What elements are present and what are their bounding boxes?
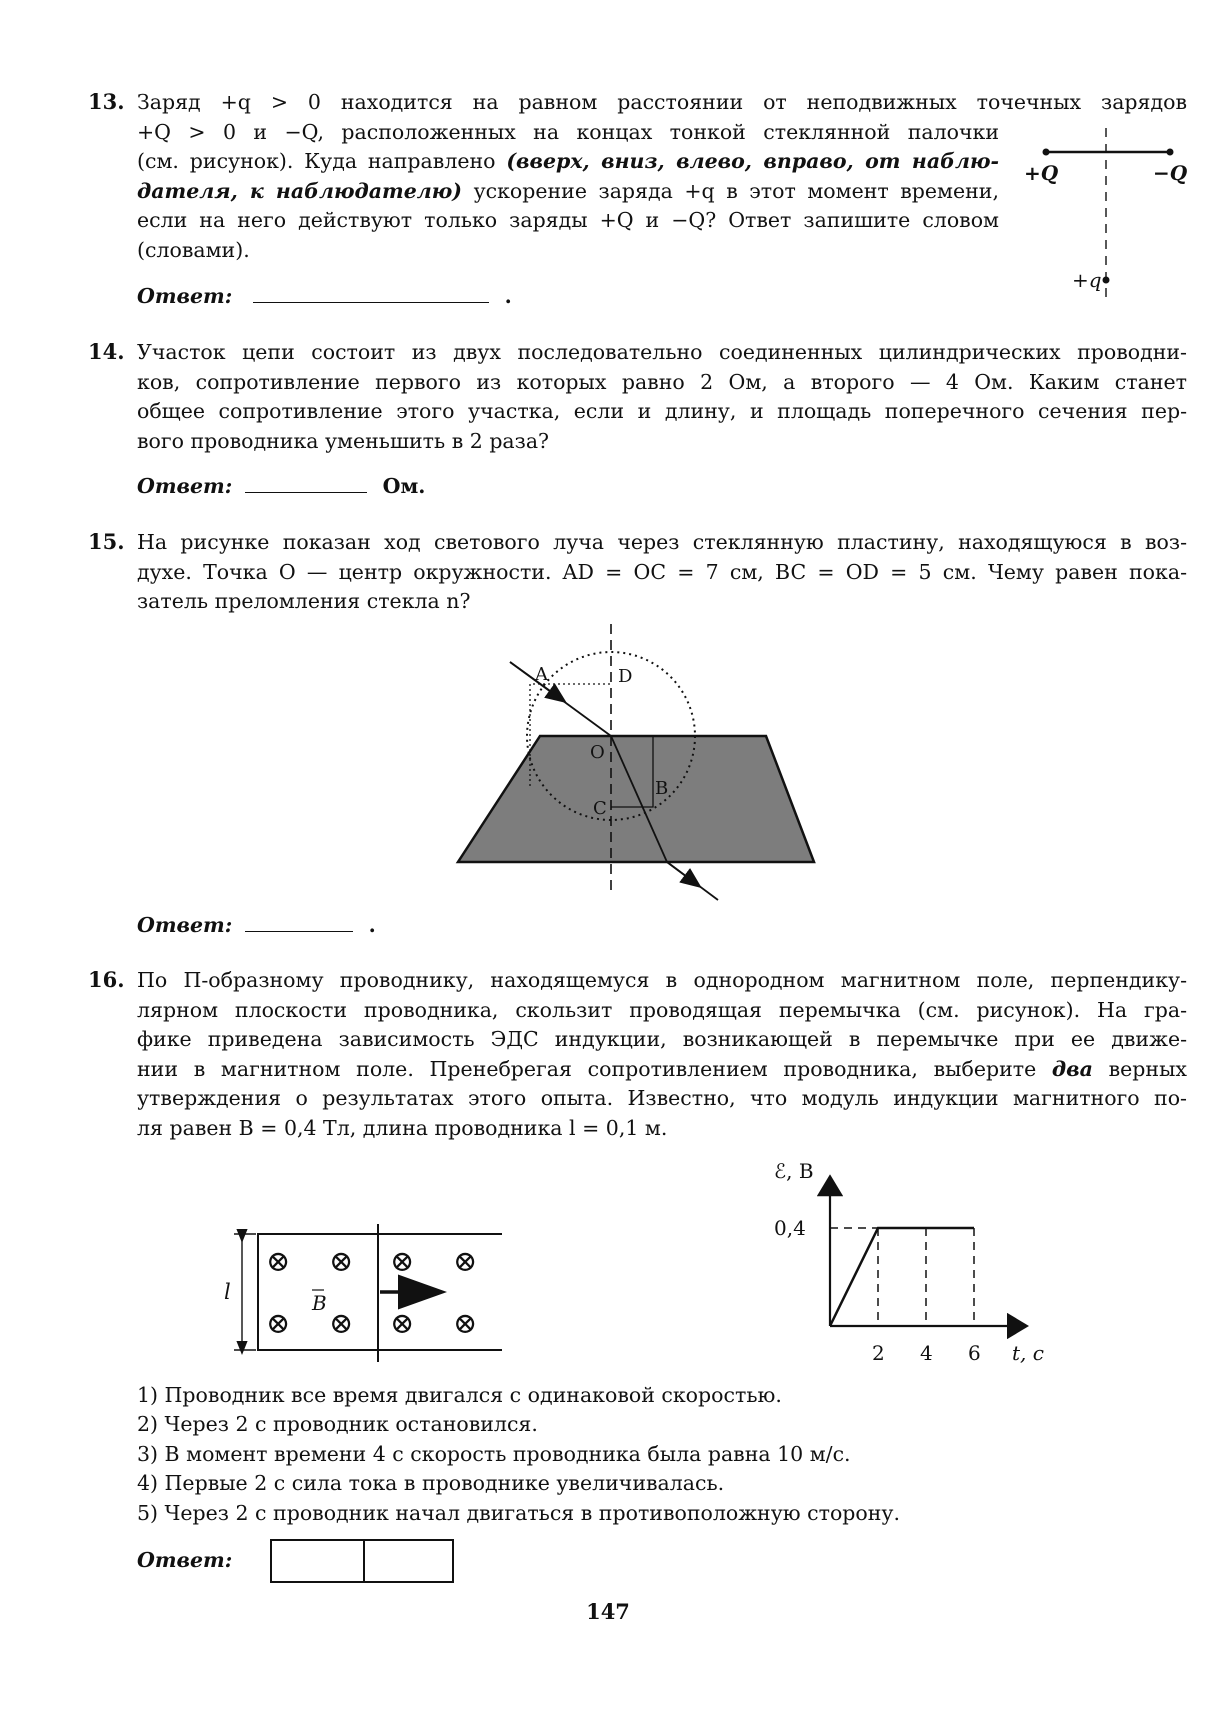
q14-line-1: Участок цепи состоит из двух последовательно соединенных цилиндрических проводни- bbox=[137, 340, 1187, 364]
x-tick-label: 2 bbox=[872, 1341, 885, 1365]
q15-answer-label: Ответ: bbox=[137, 913, 233, 937]
q14-line-2: ков, сопротивление первого из которых равно 2 Ом, а второго — 4 Ом. Каким станет bbox=[137, 369, 1187, 394]
question-16-number: 16. bbox=[88, 967, 125, 992]
label-C: C bbox=[593, 798, 607, 819]
question-14-number: 14. bbox=[88, 339, 125, 364]
q16-answer bbox=[137, 1548, 232, 1572]
x-tick-label: 4 bbox=[920, 1341, 933, 1365]
B-vector-label: B bbox=[312, 1291, 327, 1315]
q13-line-5: если на него действуют только заряды +Q и −Q? Ответ запишите словом bbox=[137, 208, 999, 232]
q16-line-6: ля равен B = 0,4 Тл, длина проводника l = 0,1 м. bbox=[137, 1115, 668, 1140]
q15-line-3: затель преломления стекла n? bbox=[137, 589, 471, 613]
question-15-number: 15. bbox=[88, 529, 125, 554]
q13-answer bbox=[137, 280, 512, 308]
emf-chart bbox=[760, 1150, 1060, 1370]
y-tick-label: 0,4 bbox=[774, 1216, 806, 1240]
field-symbol: ⊗ bbox=[266, 1306, 291, 1340]
plus-Q-charge bbox=[1043, 149, 1050, 156]
q16-conductor-figure bbox=[220, 1222, 520, 1362]
q16-line-3: фике приведена зависимость ЭДС индукции, возникающей в перемычке при ее движе- bbox=[137, 1027, 1187, 1051]
q13-answer-label: Ответ: bbox=[137, 284, 233, 308]
minus-Q-label: −Q bbox=[1153, 161, 1188, 185]
q13-line-4b: ускорение заряда +q в этот момент времени, bbox=[473, 178, 999, 203]
q14-answer-line[interactable] bbox=[245, 470, 367, 493]
q13-answer-end: . bbox=[504, 284, 512, 308]
x-axis-label: t, c bbox=[1012, 1341, 1044, 1365]
field-symbol: ⊗ bbox=[266, 1244, 291, 1278]
emergent-arrow bbox=[667, 862, 699, 886]
q16-option-2: 2) Через 2 с проводник остановился. bbox=[137, 1412, 538, 1436]
q16-option-1: 1) Проводник все время двигался с одинаковой скоростью. bbox=[137, 1383, 782, 1407]
q16-option-3: 3) В момент времени 4 с скорость проводника была равна 10 м/с. bbox=[137, 1442, 851, 1466]
x-tick-label: 6 bbox=[968, 1341, 981, 1365]
q14-answer bbox=[137, 470, 425, 498]
field-symbol: ⊗ bbox=[390, 1244, 415, 1278]
q16-answer-box-2[interactable] bbox=[361, 1539, 454, 1583]
field-symbols bbox=[266, 1244, 477, 1340]
question-15-text bbox=[137, 528, 1187, 617]
field-symbol: ⊗ bbox=[329, 1244, 354, 1278]
q13-line-3b: (вверх, вниз, влево, вправо, от наблю- bbox=[506, 149, 999, 173]
plus-q-charge bbox=[1103, 277, 1110, 284]
q13-line-3a: (см. рисунок). Куда направлено bbox=[137, 149, 496, 173]
q15-answer-line[interactable] bbox=[245, 909, 353, 932]
q13-line-6: (словами). bbox=[137, 237, 250, 262]
glass-plate bbox=[458, 736, 814, 862]
label-B: B bbox=[655, 778, 669, 799]
question-14-text bbox=[137, 338, 1187, 456]
y-axis-label: ℰ, В bbox=[774, 1159, 814, 1183]
q14-line-3: общее сопротивление этого участка, если и длину, и площадь поперечного сечения пер- bbox=[137, 399, 1187, 423]
q15-line-2: духе. Точка O — центр окружности. AD = OC = 7 см, BC = OD = 5 см. Чему равен пока- bbox=[137, 559, 1187, 584]
question-13-text bbox=[137, 88, 1187, 118]
field-symbol: ⊗ bbox=[390, 1306, 415, 1340]
label-D: D bbox=[618, 666, 633, 687]
q13-figure bbox=[1010, 128, 1210, 298]
q13-line-1: Заряд +q > 0 находится на равном расстоянии от неподвижных точечных зарядов bbox=[137, 90, 1187, 114]
q13-line-2: +Q > 0 и −Q, расположенных на концах тонкой стеклянной палочки bbox=[137, 119, 999, 144]
q16-option-4: 4) Первые 2 с сила тока в проводнике увеличивалась. bbox=[137, 1471, 725, 1495]
q16-line-1: По П-образному проводнику, находящемуся в однородном магнитном поле, перпендику- bbox=[137, 968, 1187, 992]
q13-line-4 bbox=[137, 177, 999, 207]
field-symbol: ⊗ bbox=[453, 1306, 478, 1340]
plus-Q-label: +Q bbox=[1024, 161, 1059, 185]
question-13-number: 13. bbox=[88, 89, 125, 114]
q14-answer-unit: Ом. bbox=[382, 474, 426, 498]
length-label: l bbox=[224, 1280, 231, 1304]
q14-answer-label: Ответ: bbox=[137, 474, 233, 498]
q16-answer-box-1[interactable] bbox=[270, 1539, 365, 1583]
q16-line-5: утверждения о результатах этого опыта. Известно, что модуль индукции магнитного по- bbox=[137, 1086, 1187, 1110]
emf-series-line bbox=[830, 1228, 974, 1326]
q16-answer-label: Ответ: bbox=[137, 1548, 233, 1572]
q16-line-4c: верных bbox=[1108, 1056, 1187, 1081]
page-number: 147 bbox=[586, 1599, 630, 1624]
q16-line-2: лярном плоскости проводника, скользит проводящая перемычка (см. рисунок). На гра- bbox=[137, 997, 1187, 1022]
question-16-text bbox=[137, 966, 1187, 1143]
label-O: O bbox=[590, 742, 605, 763]
q15-answer bbox=[137, 909, 376, 937]
q14-line-4: вого проводника уменьшить в 2 раза? bbox=[137, 428, 550, 453]
q15-answer-end: . bbox=[368, 913, 376, 937]
q15-line-1: На рисунке показан ход светового луча через стеклянную пластину, находящуюся в воз- bbox=[137, 530, 1187, 554]
field-symbol: ⊗ bbox=[453, 1244, 478, 1278]
label-A: A bbox=[535, 664, 548, 685]
q13-line-3 bbox=[137, 147, 999, 177]
q16-line-4 bbox=[137, 1055, 1187, 1085]
q13-answer-line[interactable] bbox=[253, 280, 489, 303]
q16-line-4b: два bbox=[1051, 1056, 1093, 1081]
q15-figure bbox=[450, 620, 850, 900]
q13-line-4a: дателя, к наблюдателю) bbox=[137, 178, 463, 203]
q16-line-4a: нии в магнитном поле. Пренебрегая сопротивлением проводника, выберите bbox=[137, 1056, 1037, 1081]
question-13-text-wrap bbox=[137, 118, 999, 266]
minus-Q-charge bbox=[1167, 149, 1174, 156]
field-symbol: ⊗ bbox=[329, 1306, 354, 1340]
plus-q-label: +q bbox=[1072, 268, 1102, 292]
q16-option-5: 5) Через 2 с проводник начал двигаться в противоположную сторону. bbox=[137, 1501, 901, 1525]
